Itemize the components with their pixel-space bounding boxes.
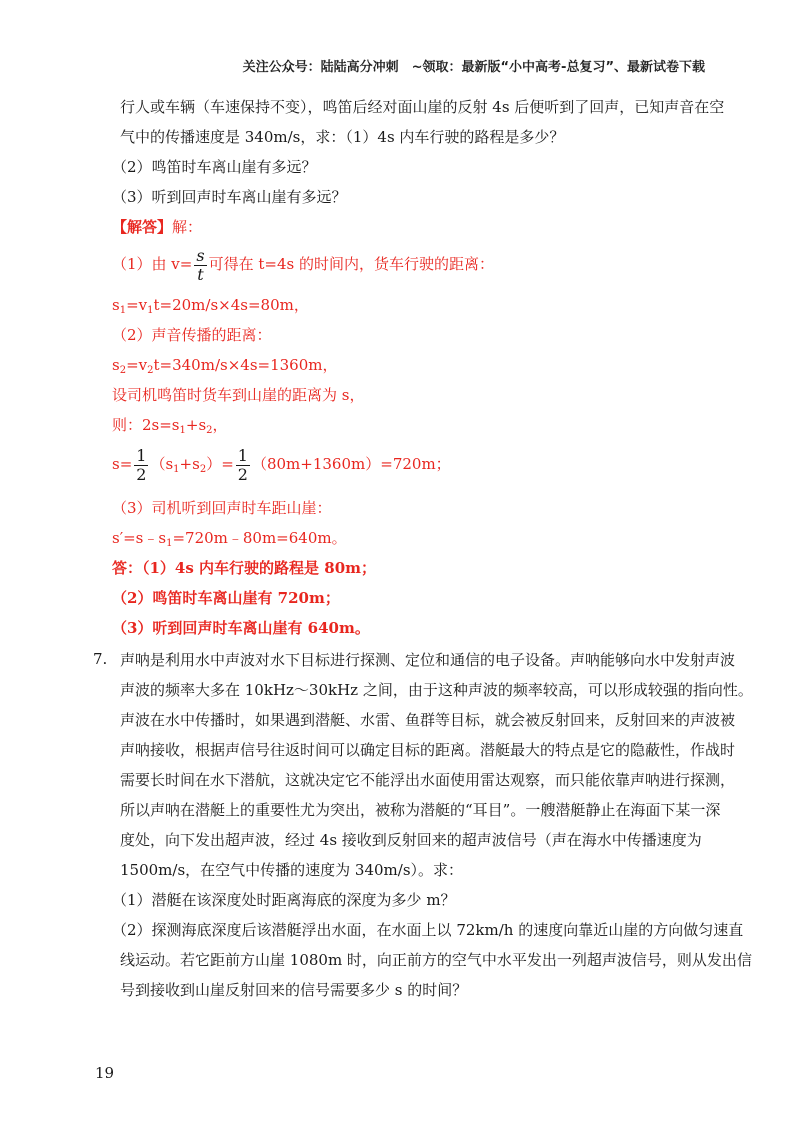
fraction-one-half-2 — [236, 447, 250, 484]
answer-line-7 — [112, 442, 451, 486]
answer-line-5: 设司机鸣笛时货车到山崖的距离为 s， — [112, 386, 365, 404]
answer-heading — [112, 217, 202, 237]
fraction-numerator: 1 — [237, 445, 248, 465]
q7-line-4: 声呐接收，根据声信号往返时间可以确定目标的距离。潜艇最大的特点是它的隐蔽性，作战时 — [120, 741, 736, 759]
answer-conclusion-1: 答：（1）4s 内车行驶的路程是 80m； — [112, 559, 377, 577]
text-part: =v — [126, 356, 148, 374]
text-part: ）= — [206, 455, 234, 473]
subscript: 1 — [166, 538, 173, 549]
text-part: s — [112, 296, 120, 314]
fraction-denominator: 2 — [136, 464, 147, 484]
q7-subquestion-1: （1）潜艇在该深度处时距离海底的深度为多少 m？ — [112, 891, 456, 909]
subscript: 1 — [179, 425, 186, 436]
answer-line-1-suffix: 可得在 t=4s 的时间内，货车行驶的距离： — [208, 255, 494, 273]
answer-tag: 【解答】 — [112, 218, 173, 236]
page-number: 19 — [95, 1064, 115, 1082]
q6-continuation-line-1: 行人或车辆（车速保持不变），鸣笛后经对面山崖的反射 4s 后便听到了回声，已知声音在空 — [120, 98, 725, 116]
text-part: 则：2s=s — [112, 416, 180, 434]
q7-subquestion-2-line-1: （2）探测海底深度后该潜艇浮出水面，在水面上以 72km/h 的速度向靠近山崖的方向做匀速直 — [112, 921, 744, 939]
text-part: t=20m/s×4s=80m， — [153, 296, 309, 314]
text-part: （80m+1360m）=720m； — [251, 455, 451, 473]
answer-line-8: （3）司机听到回声时车距山崖： — [112, 499, 332, 517]
q7-line-6: 所以声呐在潜艇上的重要性尤为突出，被称为潜艇的“耳目”。一艘潜艇静止在海面下某一深 — [120, 801, 721, 819]
fraction-s-over-t — [194, 247, 206, 284]
q7-subquestion-2-line-2: 线运动。若它距前方山崖 1080m 时，向正前方的空气中水平发出一列超声波信号，则从发出信 — [120, 951, 752, 969]
answer-line-2 — [112, 295, 309, 315]
q7-line-1: 声呐是利用水中声波对水下目标进行探测、定位和通信的电子设备。声呐能够向水中发射声波 — [120, 651, 736, 669]
answer-line-1-prefix: （1）由 v= — [112, 255, 193, 273]
q7-subquestion-2-line-3: 号到接收到山崖反射回来的信号需要多少 s 的时间？ — [120, 981, 468, 999]
q7-line-7: 度处，向下发出超声波，经过 4s 接收到反射回来的超声波信号（声在海水中传播速度为 — [120, 831, 702, 849]
q6-subquestion-3: （3）听到回声时车离山崖有多远？ — [112, 188, 347, 206]
text-part: （s — [150, 455, 174, 473]
page-header: 关注公众号：陆陆高分冲刺 ~领取：最新版“小中高考-总复习”、最新试卷下载 — [242, 60, 705, 75]
subscript: 1 — [173, 464, 180, 475]
text-part: +s — [179, 455, 200, 473]
text-part: s= — [112, 455, 133, 473]
subscript: 2 — [119, 365, 127, 376]
subscript: 1 — [147, 305, 154, 316]
q6-continuation-line-2: 气中的传播速度是 340m/s，求：（1）4s 内车行驶的路程是多少？ — [120, 128, 565, 146]
answer-tag-tail: 解： — [172, 218, 203, 236]
answer-line-4 — [112, 355, 337, 375]
answer-conclusion-3: （3）听到回声时车离山崖有 640m。 — [112, 619, 370, 637]
q7-line-5: 需要长时间在水下潜航，这就决定它不能浮出水面使用雷达观察，而只能依靠声呐进行探测， — [120, 771, 736, 789]
answer-conclusion-2: （2）鸣笛时车离山崖有 720m； — [112, 589, 340, 607]
q7-line-2: 声波的频率大多在 10kHz～30kHz 之间，由于这种声波的频率较高，可以形成较强的指向性。 — [120, 681, 753, 699]
subscript: 2 — [147, 365, 154, 376]
text-part: +s — [185, 416, 207, 434]
fraction-numerator: s — [196, 245, 205, 265]
text-part: =v — [126, 296, 148, 314]
text-part: =720m﹣80m=640m。 — [172, 529, 347, 547]
answer-line-9 — [112, 528, 347, 548]
q6-subquestion-2: （2）鸣笛时车离山崖有多远？ — [112, 158, 317, 176]
fraction-denominator: 2 — [237, 464, 248, 484]
answer-line-3: （2）声音传播的距离： — [112, 326, 272, 344]
text-part: s′=s﹣s — [112, 529, 167, 547]
subscript: 2 — [199, 464, 207, 475]
text-part: ， — [212, 416, 228, 434]
fraction-one-half — [134, 447, 148, 484]
subscript: 2 — [206, 425, 213, 436]
q7-line-3: 声波在水中传播时，如果遇到潜艇、水雷、鱼群等目标，就会被反射回来，反射回来的声波被 — [120, 711, 736, 729]
question-7-number: 7. — [93, 650, 108, 668]
subscript: 1 — [119, 305, 127, 316]
fraction-denominator: t — [197, 264, 204, 284]
text-part: t=340m/s×4s=1360m， — [153, 356, 338, 374]
answer-line-1 — [112, 244, 494, 284]
text-part: s — [112, 356, 120, 374]
answer-line-6 — [112, 415, 228, 435]
fraction-numerator: 1 — [136, 445, 147, 465]
q7-line-8: 1500m/s，在空气中传播的速度为 340m/s）。求： — [120, 861, 464, 879]
